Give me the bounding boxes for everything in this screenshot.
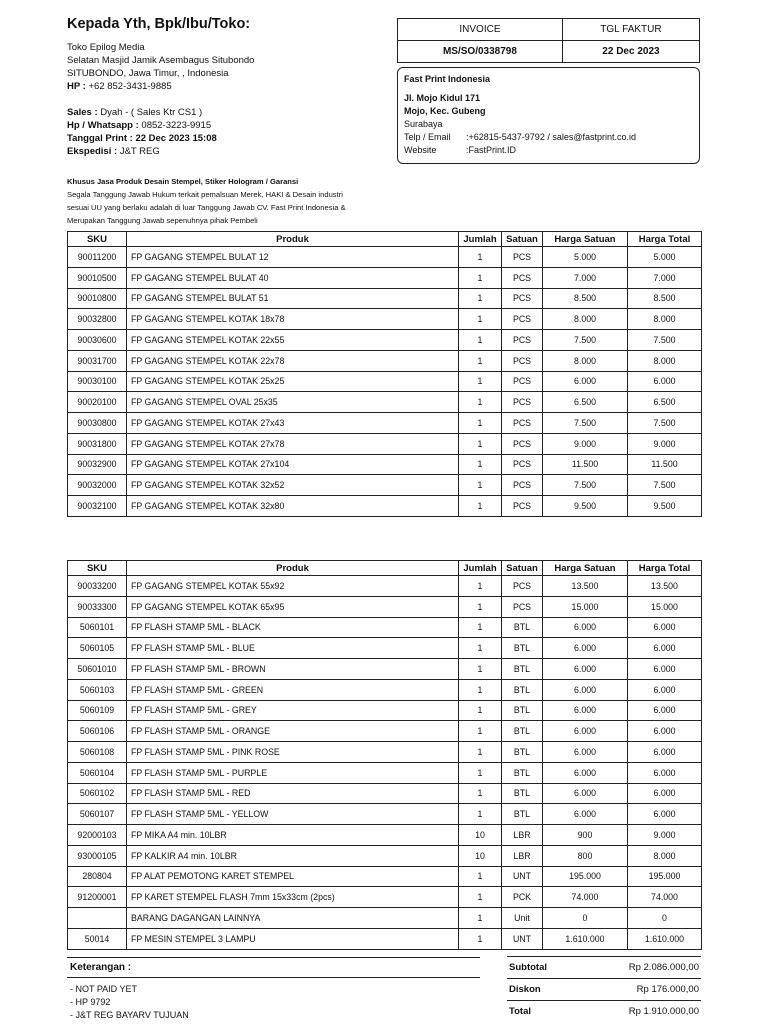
expedition-value: J&T REG: [119, 146, 160, 157]
items-table-2: [67, 560, 702, 950]
cell-harga-satuan: 6.000: [543, 804, 628, 825]
diskon-label: Diskon: [509, 984, 541, 995]
cell-harga-satuan: 6.000: [543, 679, 628, 700]
cell-produk: FP KALKIR A4 min. 10LBR: [127, 845, 459, 866]
table-row: [68, 638, 702, 659]
col-harga-total: Harga Total: [628, 561, 702, 576]
seller-address-1: Jl. Mojo Kidul 171: [404, 93, 481, 103]
customer-address-2: SITUBONDO, Jawa Timur, , Indonesia: [67, 68, 229, 79]
table-row: [68, 866, 702, 887]
table-row: [68, 617, 702, 638]
table-header-row: [68, 561, 702, 576]
cell-jumlah: 1: [459, 804, 502, 825]
cell-harga-total: 1.610.000: [628, 928, 702, 949]
table-row: [68, 267, 702, 288]
keterangan-label: Keterangan :: [67, 957, 480, 978]
cell-harga-satuan: 7.000: [543, 267, 628, 288]
subtotal-value: Rp 2.086.000,00: [628, 962, 699, 973]
cell-produk: FP FLASH STAMP 5ML - PURPLE: [127, 762, 459, 783]
cell-jumlah: 1: [459, 309, 502, 330]
notice-title: Khusus Jasa Produk Desain Stempel, Stiker Hologram / Garansi: [67, 177, 299, 186]
cell-produk: FP GAGANG STEMPEL BULAT 12: [127, 247, 459, 268]
seller-telp-label: Telp / Email: [404, 132, 451, 142]
table-row: [68, 845, 702, 866]
cell-sku: 90011200: [68, 247, 127, 268]
cell-sku: 5060101: [68, 617, 127, 638]
cell-jumlah: 1: [459, 475, 502, 496]
invoice-label: INVOICE: [398, 19, 563, 41]
col-sku: SKU: [68, 561, 127, 576]
cell-harga-total: 6.500: [628, 392, 702, 413]
cell-harga-total: 6.000: [628, 659, 702, 680]
cell-jumlah: 1: [459, 247, 502, 268]
cell-harga-satuan: 6.000: [543, 659, 628, 680]
table-row: [68, 700, 702, 721]
cell-satuan: PCS: [502, 454, 543, 475]
col-produk: Produk: [127, 232, 459, 247]
cell-produk: BARANG DAGANGAN LAINNYA: [127, 908, 459, 929]
cell-satuan: BTL: [502, 700, 543, 721]
print-date-label: Tanggal Print :: [67, 133, 133, 144]
cell-produk: FP GAGANG STEMPEL KOTAK 55x92: [127, 576, 459, 597]
cell-produk: FP GAGANG STEMPEL KOTAK 27x43: [127, 413, 459, 434]
cell-sku: 90020100: [68, 392, 127, 413]
invoice-number: MS/SO/0338798: [398, 41, 563, 63]
cell-sku: 50014: [68, 928, 127, 949]
cell-jumlah: 1: [459, 413, 502, 434]
cell-satuan: PCS: [502, 309, 543, 330]
cell-harga-total: 13.500: [628, 576, 702, 597]
col-jumlah: Jumlah: [459, 232, 502, 247]
cell-sku: 90033200: [68, 576, 127, 597]
seller-info-box: [397, 67, 700, 164]
cell-sku: 90030800: [68, 413, 127, 434]
cell-satuan: PCS: [502, 433, 543, 454]
cell-sku: 90030600: [68, 330, 127, 351]
cell-harga-satuan: 8.000: [543, 350, 628, 371]
cell-sku: 93000105: [68, 845, 127, 866]
table-row: [68, 596, 702, 617]
cell-produk: FP FLASH STAMP 5ML - PINK ROSE: [127, 742, 459, 763]
subtotal-label: Subtotal: [509, 962, 547, 973]
customer-hp-label: HP :: [67, 81, 86, 92]
cell-jumlah: 1: [459, 350, 502, 371]
cell-produk: FP FLASH STAMP 5ML - RED: [127, 783, 459, 804]
cell-harga-satuan: 74.000: [543, 887, 628, 908]
cell-produk: FP MESIN STEMPEL 3 LAMPU: [127, 928, 459, 949]
cell-jumlah: 1: [459, 496, 502, 517]
cell-satuan: PCS: [502, 267, 543, 288]
cell-satuan: Unit: [502, 908, 543, 929]
table-row: [68, 576, 702, 597]
cell-satuan: BTL: [502, 742, 543, 763]
table-row: [68, 247, 702, 268]
cell-produk: FP FLASH STAMP 5ML - GREEN: [127, 679, 459, 700]
cell-harga-satuan: 8.000: [543, 309, 628, 330]
cell-jumlah: 1: [459, 679, 502, 700]
cell-harga-total: 6.000: [628, 700, 702, 721]
cell-jumlah: 1: [459, 908, 502, 929]
notice-line-1: Segala Tanggung Jawab Hukum terkait pemalsuan Merek, HAKI & Desain industri: [67, 190, 343, 199]
cell-harga-satuan: 13.500: [543, 576, 628, 597]
cell-satuan: BTL: [502, 804, 543, 825]
total-row: [507, 1000, 701, 1022]
table-row: [68, 288, 702, 309]
cell-harga-satuan: 9.000: [543, 433, 628, 454]
cell-sku: 90032800: [68, 309, 127, 330]
table-row: [68, 825, 702, 846]
cell-sku: 92000103: [68, 825, 127, 846]
cell-harga-satuan: 5.000: [543, 247, 628, 268]
expedition-label: Ekspedisi :: [67, 146, 118, 157]
cell-produk: FP MIKA A4 min. 10LBR: [127, 825, 459, 846]
cell-harga-total: 9.000: [628, 825, 702, 846]
cell-harga-satuan: 6.000: [543, 700, 628, 721]
cell-jumlah: 1: [459, 742, 502, 763]
subtotal-row: [507, 956, 701, 978]
print-date: [67, 132, 217, 145]
cell-jumlah: 1: [459, 433, 502, 454]
cell-jumlah: 1: [459, 659, 502, 680]
col-satuan: Satuan: [502, 561, 543, 576]
cell-produk: FP GAGANG STEMPEL BULAT 51: [127, 288, 459, 309]
cell-harga-satuan: 6.000: [543, 742, 628, 763]
cell-harga-satuan: 6.000: [543, 762, 628, 783]
cell-jumlah: 1: [459, 576, 502, 597]
sales-whatsapp: [67, 119, 217, 132]
cell-harga-total: 6.000: [628, 721, 702, 742]
cell-harga-total: 8.500: [628, 288, 702, 309]
cell-harga-total: 6.000: [628, 804, 702, 825]
cell-produk: FP GAGANG STEMPEL BULAT 40: [127, 267, 459, 288]
cell-produk: FP ALAT PEMOTONG KARET STEMPEL: [127, 866, 459, 887]
cell-jumlah: 1: [459, 330, 502, 351]
cell-sku: 50601010: [68, 659, 127, 680]
table-row: [68, 928, 702, 949]
cell-harga-satuan: 0: [543, 908, 628, 929]
cell-produk: FP FLASH STAMP 5ML - BROWN: [127, 659, 459, 680]
table-row: [68, 496, 702, 517]
cell-produk: FP FLASH STAMP 5ML - GREY: [127, 700, 459, 721]
cell-jumlah: 10: [459, 845, 502, 866]
cell-jumlah: 1: [459, 928, 502, 949]
cell-harga-satuan: 1.610.000: [543, 928, 628, 949]
customer-hp: [67, 80, 387, 93]
notice-line-2: sesuai UU yang berlaku adalah di luar Tanggung Jawab CV. Fast Print Indonesia &: [67, 203, 346, 212]
whatsapp-label: Hp / Whatsapp :: [67, 120, 139, 131]
table-row: [68, 908, 702, 929]
cell-produk: FP FLASH STAMP 5ML - BLACK: [127, 617, 459, 638]
cell-jumlah: 1: [459, 596, 502, 617]
expedition: [67, 145, 217, 158]
cell-harga-total: 6.000: [628, 679, 702, 700]
print-date-value: 22 Dec 2023 15:08: [135, 133, 217, 144]
cell-harga-satuan: 7.500: [543, 475, 628, 496]
cell-sku: 5060109: [68, 700, 127, 721]
cell-satuan: PCS: [502, 413, 543, 434]
table-row: [68, 721, 702, 742]
cell-harga-satuan: 11.500: [543, 454, 628, 475]
cell-produk: FP FLASH STAMP 5ML - YELLOW: [127, 804, 459, 825]
customer-address-block: [67, 41, 387, 93]
legal-notice: [67, 175, 367, 227]
cell-produk: FP GAGANG STEMPEL KOTAK 18x78: [127, 309, 459, 330]
cell-harga-satuan: 7.500: [543, 330, 628, 351]
cell-satuan: PCS: [502, 371, 543, 392]
cell-sku: 90033300: [68, 596, 127, 617]
cell-harga-satuan: 6.500: [543, 392, 628, 413]
cell-harga-satuan: 6.000: [543, 783, 628, 804]
cell-satuan: BTL: [502, 617, 543, 638]
cell-harga-total: 6.000: [628, 762, 702, 783]
cell-satuan: PCS: [502, 496, 543, 517]
cell-jumlah: 1: [459, 371, 502, 392]
cell-satuan: PCS: [502, 475, 543, 496]
cell-harga-total: 7.500: [628, 475, 702, 496]
col-sku: SKU: [68, 232, 127, 247]
cell-produk: FP GAGANG STEMPEL KOTAK 32x80: [127, 496, 459, 517]
cell-sku: 90032900: [68, 454, 127, 475]
cell-satuan: UNT: [502, 866, 543, 887]
cell-satuan: UNT: [502, 928, 543, 949]
cell-satuan: PCS: [502, 330, 543, 351]
cell-satuan: PCS: [502, 350, 543, 371]
cell-harga-total: 195.000: [628, 866, 702, 887]
col-harga-total: Harga Total: [628, 232, 702, 247]
seller-name: Fast Print Indonesia: [404, 74, 491, 84]
table-row: [68, 742, 702, 763]
cell-produk: FP FLASH STAMP 5ML - BLUE: [127, 638, 459, 659]
cell-harga-satuan: 6.000: [543, 371, 628, 392]
cell-harga-total: 5.000: [628, 247, 702, 268]
sales-person: [67, 106, 217, 119]
cell-produk: FP GAGANG STEMPEL KOTAK 27x104: [127, 454, 459, 475]
cell-jumlah: 1: [459, 866, 502, 887]
cell-sku: 91200001: [68, 887, 127, 908]
cell-satuan: BTL: [502, 721, 543, 742]
cell-harga-satuan: 900: [543, 825, 628, 846]
cell-produk: FP GAGANG STEMPEL KOTAK 22x55: [127, 330, 459, 351]
cell-harga-total: 15.000: [628, 596, 702, 617]
cell-harga-satuan: 7.500: [543, 413, 628, 434]
cell-harga-satuan: 15.000: [543, 596, 628, 617]
cell-satuan: LBR: [502, 825, 543, 846]
seller-website-label: Website: [404, 145, 437, 155]
seller-city: Surabaya: [404, 119, 443, 129]
cell-sku: 280804: [68, 866, 127, 887]
cell-harga-satuan: 6.000: [543, 617, 628, 638]
seller-website-row: [404, 144, 693, 157]
customer-hp-value: +62 852-3431-9885: [88, 81, 172, 92]
cell-harga-total: 7.000: [628, 267, 702, 288]
cell-sku: 5060106: [68, 721, 127, 742]
sales-label: Sales :: [67, 107, 98, 118]
cell-sku: 5060107: [68, 804, 127, 825]
cell-harga-satuan: 6.000: [543, 638, 628, 659]
col-jumlah: Jumlah: [459, 561, 502, 576]
total-label: Total: [509, 1006, 531, 1017]
cell-harga-total: 9.500: [628, 496, 702, 517]
cell-harga-total: 74.000: [628, 887, 702, 908]
cell-harga-total: 9.000: [628, 433, 702, 454]
cell-jumlah: 1: [459, 267, 502, 288]
cell-sku: 90010800: [68, 288, 127, 309]
cell-sku: 5060105: [68, 638, 127, 659]
cell-jumlah: 10: [459, 825, 502, 846]
cell-sku: 5060102: [68, 783, 127, 804]
cell-sku: 90032100: [68, 496, 127, 517]
cell-jumlah: 1: [459, 762, 502, 783]
cell-jumlah: 1: [459, 721, 502, 742]
invoice-date: 22 Dec 2023: [562, 41, 699, 63]
cell-satuan: PCS: [502, 596, 543, 617]
seller-address-2: Mojo, Kec. Gubeng: [404, 106, 486, 116]
cell-jumlah: 1: [459, 288, 502, 309]
col-harga-satuan: Harga Satuan: [543, 561, 628, 576]
cell-jumlah: 1: [459, 392, 502, 413]
cell-satuan: PCS: [502, 288, 543, 309]
table-row: [68, 659, 702, 680]
cell-satuan: LBR: [502, 845, 543, 866]
cell-sku: 5060103: [68, 679, 127, 700]
cell-produk: FP FLASH STAMP 5ML - ORANGE: [127, 721, 459, 742]
seller-telp-value: :+62815-5437-9792 / sales@fastprint.co.id: [466, 132, 636, 142]
cell-sku: 90031800: [68, 433, 127, 454]
cell-sku: 90032000: [68, 475, 127, 496]
cell-satuan: PCK: [502, 887, 543, 908]
cell-sku: 90010500: [68, 267, 127, 288]
invoice-header-table: [397, 18, 700, 63]
customer-address-1: Selatan Masjid Jamik Asembagus Situbondo: [67, 55, 255, 66]
table-row: [68, 783, 702, 804]
table-row: [68, 475, 702, 496]
cell-satuan: BTL: [502, 638, 543, 659]
diskon-row: [507, 978, 701, 1000]
table-header-row: [68, 232, 702, 247]
cell-produk: FP GAGANG STEMPEL KOTAK 65x95: [127, 596, 459, 617]
sales-value: Dyah - ( Sales Ktr CS1 ): [100, 107, 203, 118]
keterangan-notes: [70, 983, 189, 1022]
table-row: [68, 309, 702, 330]
cell-harga-satuan: 8.500: [543, 288, 628, 309]
customer-name: Toko Epilog Media: [67, 42, 145, 53]
table-row: [68, 887, 702, 908]
cell-harga-total: 6.000: [628, 742, 702, 763]
items-table-1: [67, 231, 702, 517]
cell-harga-satuan: 195.000: [543, 866, 628, 887]
cell-harga-total: 8.000: [628, 845, 702, 866]
note-item: - J&T REG BAYARV TUJUAN: [70, 1010, 189, 1020]
table-row: [68, 679, 702, 700]
diskon-value: Rp 176.000,00: [636, 984, 699, 995]
cell-jumlah: 1: [459, 638, 502, 659]
cell-produk: FP GAGANG STEMPEL KOTAK 32x52: [127, 475, 459, 496]
cell-sku: 90030100: [68, 371, 127, 392]
table-row: [68, 762, 702, 783]
cell-harga-satuan: 800: [543, 845, 628, 866]
cell-harga-total: 6.000: [628, 617, 702, 638]
seller-website-value: :FastPrint.ID: [466, 145, 517, 155]
cell-produk: FP GAGANG STEMPEL KOTAK 22x78: [127, 350, 459, 371]
table-row: [68, 330, 702, 351]
cell-produk: FP KARET STEMPEL FLASH 7mm 15x33cm (2pcs): [127, 887, 459, 908]
cell-jumlah: 1: [459, 783, 502, 804]
summary-box: [507, 956, 701, 1022]
sales-info-block: [67, 106, 217, 158]
table-row: [68, 454, 702, 475]
cell-jumlah: 1: [459, 617, 502, 638]
cell-harga-total: 6.000: [628, 371, 702, 392]
table-row: [68, 433, 702, 454]
cell-harga-total: 7.500: [628, 413, 702, 434]
cell-sku: 5060108: [68, 742, 127, 763]
table-row: [68, 371, 702, 392]
cell-satuan: BTL: [502, 659, 543, 680]
cell-sku: [68, 908, 127, 929]
cell-jumlah: 1: [459, 454, 502, 475]
customer-title: Kepada Yth, Bpk/Ibu/Toko:: [67, 16, 251, 32]
cell-produk: FP GAGANG STEMPEL KOTAK 27x78: [127, 433, 459, 454]
seller-contact-row: [404, 131, 693, 144]
cell-satuan: BTL: [502, 762, 543, 783]
total-value: Rp 1.910.000,00: [628, 1006, 699, 1017]
cell-sku: 5060104: [68, 762, 127, 783]
cell-satuan: BTL: [502, 679, 543, 700]
cell-harga-total: 8.000: [628, 309, 702, 330]
table-row: [68, 413, 702, 434]
cell-harga-satuan: 9.500: [543, 496, 628, 517]
cell-satuan: PCS: [502, 392, 543, 413]
cell-jumlah: 1: [459, 887, 502, 908]
note-item: - HP 9792: [70, 997, 111, 1007]
cell-harga-total: 6.000: [628, 783, 702, 804]
cell-satuan: BTL: [502, 783, 543, 804]
cell-satuan: PCS: [502, 576, 543, 597]
col-satuan: Satuan: [502, 232, 543, 247]
table-row: [68, 392, 702, 413]
cell-jumlah: 1: [459, 700, 502, 721]
col-harga-satuan: Harga Satuan: [543, 232, 628, 247]
cell-sku: 90031700: [68, 350, 127, 371]
table-row: [68, 804, 702, 825]
cell-harga-total: 6.000: [628, 638, 702, 659]
invoice-date-label: TGL FAKTUR: [562, 19, 699, 41]
note-item: - NOT PAID YET: [70, 984, 138, 994]
cell-harga-total: 0: [628, 908, 702, 929]
whatsapp-value: 0852-3223-9915: [141, 120, 212, 131]
cell-harga-total: 8.000: [628, 350, 702, 371]
table-row: [68, 350, 702, 371]
cell-produk: FP GAGANG STEMPEL OVAL 25x35: [127, 392, 459, 413]
col-produk: Produk: [127, 561, 459, 576]
cell-harga-total: 11.500: [628, 454, 702, 475]
notice-line-3: Merupakan Tanggung Jawab sepenuhnya pihak Pembeli: [67, 216, 258, 225]
cell-satuan: PCS: [502, 247, 543, 268]
cell-harga-total: 7.500: [628, 330, 702, 351]
cell-produk: FP GAGANG STEMPEL KOTAK 25x25: [127, 371, 459, 392]
cell-harga-satuan: 6.000: [543, 721, 628, 742]
